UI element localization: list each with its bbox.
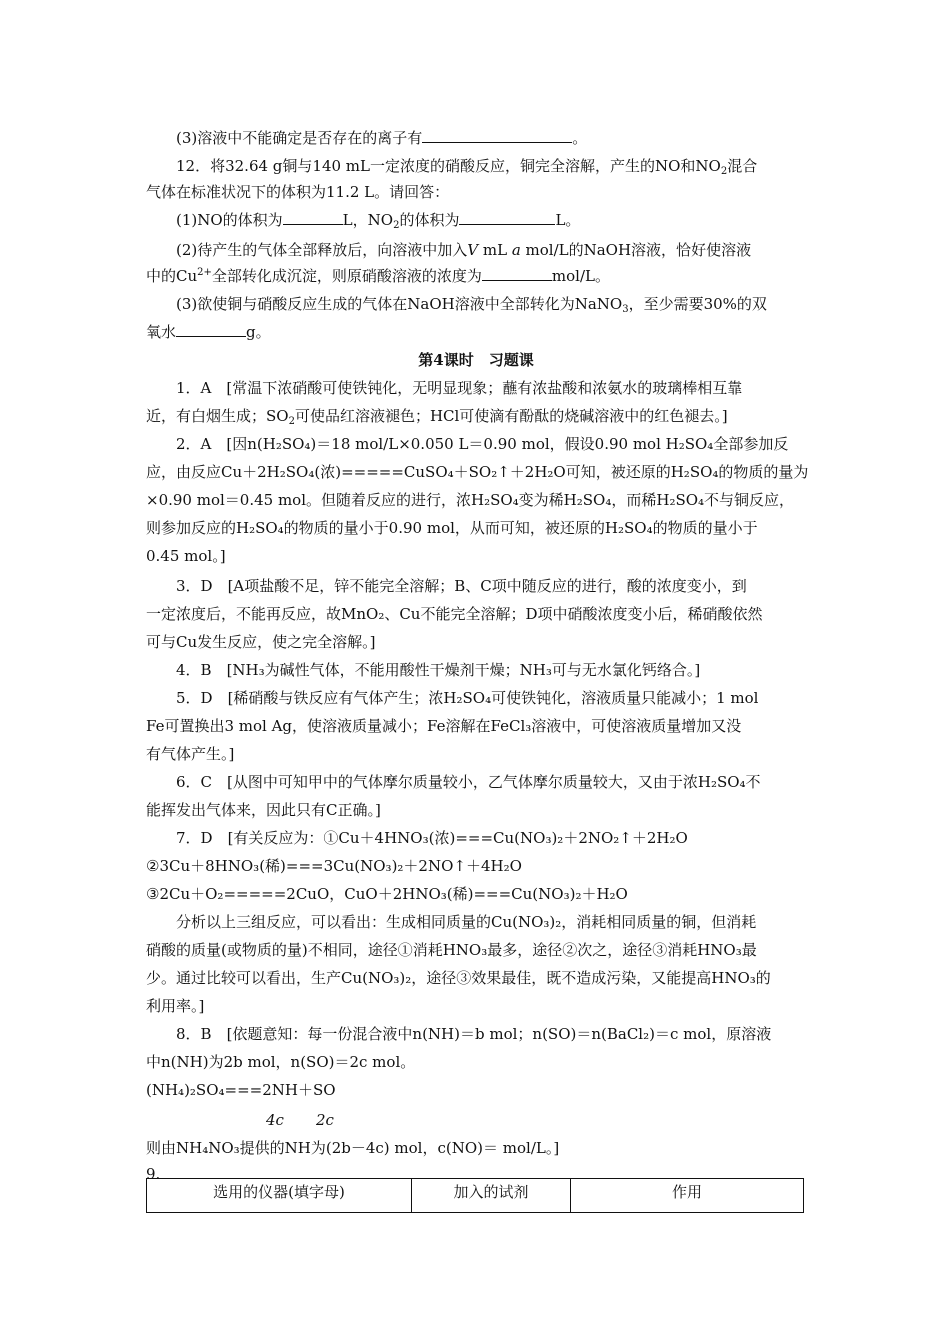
answer-8-coef-4c: 4c bbox=[266, 1111, 284, 1129]
q12-intro: 12．将32.64 g铜与140 mL一定浓度的硝酸反应，铜完全溶解，产生的NO和$NO_2$混合 bbox=[176, 157, 758, 177]
answer-1: 1．A [常温下浓硝酸可使铁钝化，无明显现象；蘸有浓盐酸和浓氨水的玻璃棒相互靠 bbox=[176, 379, 743, 397]
answer-8-equation: (NH₄)₂SO₄===2NH＋SO bbox=[146, 1081, 336, 1099]
answer-3-line3: 可与Cu发生反应，使之完全溶解。] bbox=[146, 633, 376, 651]
table-header-cell: 作用 bbox=[571, 1179, 804, 1213]
answer-2-line3: ×0.90 mol＝0.45 mol。但随着反应的进行，浓H₂SO₄变为稀H₂SO₄，而稀H₂SO₄不与铜反应， bbox=[146, 491, 795, 509]
answer-7: 7．D [有关反应为：①Cu＋4HNO₃(浓)===Cu(NO₃)₂＋2NO₂↑＋2H₂O bbox=[176, 829, 688, 847]
table-header-cell: 选用的仪器(填字母) bbox=[147, 1179, 412, 1213]
answer-7-line5: 硝酸的质量(或物质的量)不相同，途径①消耗HNO₃最多，途径②次之，途径③消耗HNO₃最 bbox=[146, 941, 757, 959]
answer-2-line4: 则参加反应的H₂SO₄的物质的量小于0.90 mol，从而可知，被还原的H₂SO₄的物质的量小于 bbox=[146, 519, 758, 537]
answer-3-line2: 一定浓度后，不能再反应，故MnO₂、Cu不能完全溶解；D项中硝酸浓度变小后，稀硝酸依然 bbox=[146, 605, 763, 623]
answer-1-line2: 近，有白烟生成；$SO_2$可使品红溶液褪色；HCl可使滴有酚酞的烧碱溶液中的红色褪去。] bbox=[146, 407, 728, 427]
answer-9: 9. bbox=[146, 1165, 161, 1183]
answer-9-table bbox=[146, 1178, 804, 1213]
q11-part3: (3)溶液中不能确定是否存在的离子有 。 bbox=[176, 129, 588, 147]
answer-8: 8．B [依题意知：每一份混合液中n(NH)＝b mol；n(SO)＝n(BaCl₂)＝c mol，原溶液 bbox=[176, 1025, 772, 1043]
answer-7-line3: ③2Cu＋O₂=====2CuO，CuO＋2HNO₃(稀)===Cu(NO₃)₂＋H₂O bbox=[146, 885, 628, 903]
answer-5-line3: 有气体产生。] bbox=[146, 745, 235, 763]
section-heading: 第4课时 习题课 bbox=[418, 351, 534, 369]
answer-blank[interactable] bbox=[422, 128, 572, 143]
answer-4: 4．B [NH₃为碱性气体，不能用酸性干燥剂干燥；NH₃可与无水氯化钙络合。] bbox=[176, 661, 701, 679]
answer-blank[interactable] bbox=[283, 210, 343, 225]
q12-intro-line2: 气体在标准状况下的体积为11.2 L。请回答： bbox=[146, 183, 450, 201]
answer-7-line2: ②3Cu＋8HNO₃(稀)===3Cu(NO₃)₂＋2NO↑＋4H₂O bbox=[146, 857, 522, 875]
table-header-row bbox=[147, 1179, 804, 1213]
answer-2: 2．A [因n(H₂SO₄)＝18 mol/L×0.050 L＝0.90 mol，假设0.90 mol H₂SO₄全部参加反 bbox=[176, 435, 789, 453]
answer-8-coef-2c: 2c bbox=[316, 1111, 334, 1129]
table-header-cell: 加入的试剂 bbox=[412, 1179, 571, 1213]
answer-7-line4: 分析以上三组反应，可以看出：生成相同质量的Cu(NO₃)₂，消耗相同质量的铜，但消耗 bbox=[176, 913, 757, 931]
answer-6-line2: 能挥发出气体来，因此只有C正确。] bbox=[146, 801, 381, 819]
answer-blank[interactable] bbox=[176, 322, 246, 337]
answer-3: 3．D [A项盐酸不足，锌不能完全溶解；B、C项中随反应的进行，酸的浓度变小，到 bbox=[176, 577, 747, 595]
q12-part2-line2: 中的$Cu^{2+}$全部转化成沉淀，则原硝酸溶液的浓度为 mol/L。 bbox=[146, 267, 610, 285]
answer-7-line7: 利用率。] bbox=[146, 997, 205, 1015]
answer-2-line2: 应，由反应Cu＋2H₂SO₄(浓)=====CuSO₄＋SO₂↑＋2H₂O可知，被还原的H₂SO₄的物质的量为 bbox=[146, 463, 809, 481]
answer-2-line5: 0.45 mol。] bbox=[146, 547, 226, 565]
q12-part3: (3)欲使铜与硝酸反应生成的气体在NaOH溶液中全部转化为NaNO$_3$，至少需要30%的双 bbox=[176, 295, 767, 315]
answer-6: 6．C [从图中可知甲中的气体摩尔质量较小，乙气体摩尔质量较大，又由于浓H₂SO₄不 bbox=[176, 773, 761, 791]
q12-part3-line2: 氧水 g。 bbox=[146, 323, 271, 341]
q12-part1: (1)NO的体积为 L，$NO_2$的体积为 L。 bbox=[176, 211, 581, 231]
answer-blank[interactable] bbox=[482, 266, 552, 281]
answer-5: 5．D [稀硝酸与铁反应有气体产生；浓H₂SO₄可使铁钝化，溶液质量只能减小；1 mol bbox=[176, 689, 759, 707]
answer-8-line5: 则由NH₄NO₃提供的NH为(2b－4c) mol，c(NO)＝ mol/L。] bbox=[146, 1139, 560, 1157]
answer-5-line2: Fe可置换出3 mol Ag，使溶液质量减小；Fe溶解在FeCl₃溶液中，可使溶液质量增加又没 bbox=[146, 717, 742, 735]
answer-8-line2: 中n(NH)为2b mol，n(SO)＝2c mol。 bbox=[146, 1053, 416, 1071]
q12-part2: (2)待产生的气体全部释放后，向溶液中加入V mL a mol/L的NaOH溶液，恰好使溶液 bbox=[176, 241, 752, 259]
answer-blank[interactable] bbox=[459, 210, 555, 225]
answer-7-line6: 少。通过比较可以看出，生产Cu(NO₃)₂，途径③效果最佳，既不造成污染，又能提高HNO₃的 bbox=[146, 969, 771, 987]
